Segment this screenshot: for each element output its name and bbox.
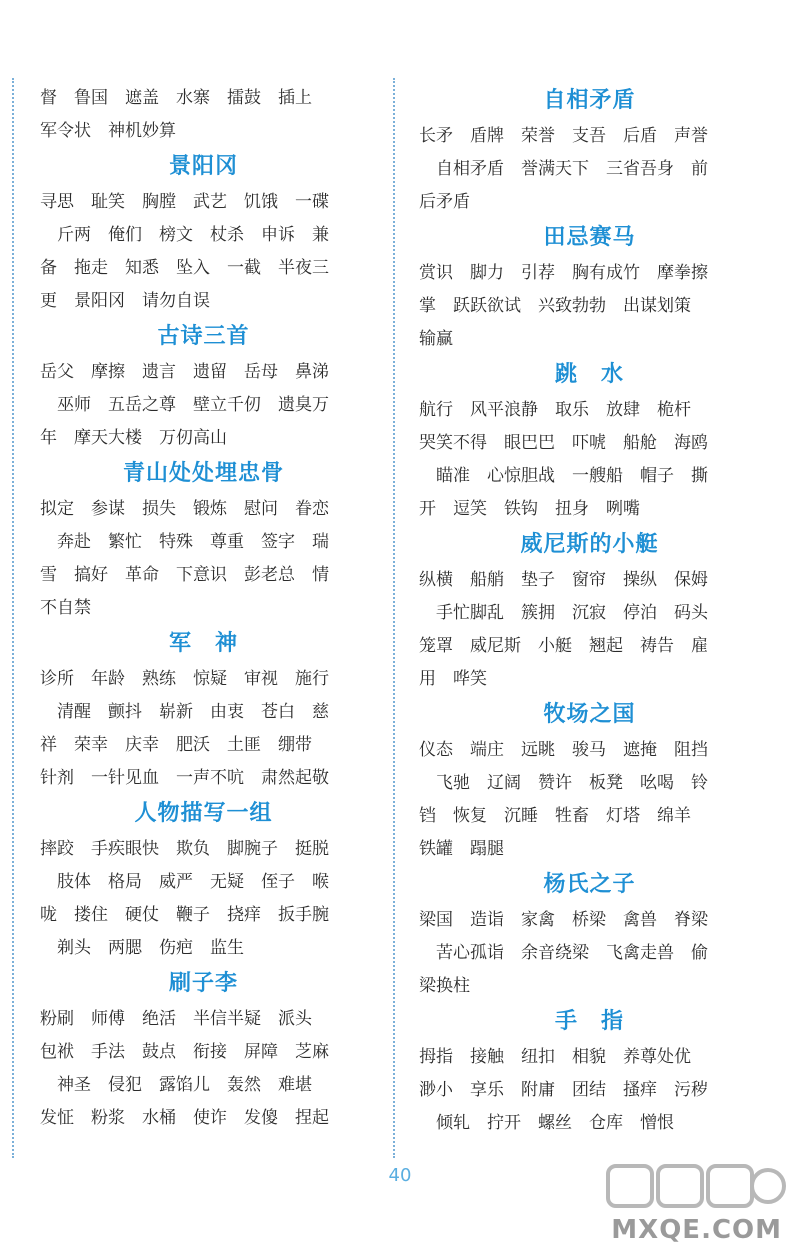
vocab-line: 长矛 盾牌 荣誉 支吾 后盾 声誉 <box>419 126 708 146</box>
vocab-line: 诊所 年龄 熟练 惊疑 审视 施行 <box>40 669 329 689</box>
section-title: 古诗三首 <box>157 324 250 349</box>
left-column <box>12 78 395 1158</box>
section-title: 景阳冈 <box>168 154 238 179</box>
vocab-line: 输赢 <box>419 329 453 349</box>
vocab-line: 不自禁 <box>40 598 91 618</box>
vocab-line: 针剂 一针见血 一声不吭 肃然起敬 <box>40 768 329 788</box>
vocab-line: 航行 风平浪静 取乐 放肆 桅杆 <box>419 400 691 420</box>
vocab-line: 飞驰 辽阔 赞许 板凳 吆喝 铃 <box>419 773 708 793</box>
vocab-line: 铁罐 蹋腿 <box>419 839 504 859</box>
vocab-line: 更 景阳冈 请勿自误 <box>40 291 210 311</box>
vocab-line: 苦心孤诣 余音绕梁 飞禽走兽 偷 <box>419 943 708 963</box>
vocab-line: 咙 搂住 硬仗 鞭子 挠痒 扳手腕 <box>40 905 329 925</box>
vocab-line: 纵横 船艄 垫子 窗帘 操纵 保姆 <box>419 570 708 590</box>
section-title: 杨氏之子 <box>543 872 636 897</box>
vocab-line: 哭笑不得 眼巴巴 吓唬 船舱 海鸥 <box>419 433 708 453</box>
section-title: 威尼斯的小艇 <box>520 532 659 557</box>
vocab-line: 肢体 格局 威严 无疑 侄子 喉 <box>40 872 329 892</box>
vocab-line: 手忙脚乱 簇拥 沉寂 停泊 码头 <box>419 603 708 623</box>
vocab-line: 铛 恢复 沉睡 牲畜 灯塔 绵羊 <box>419 806 691 826</box>
vocab-line: 拟定 参谋 损失 锻炼 慰问 眷恋 <box>40 499 329 519</box>
vocab-line: 神圣 侵犯 露馅儿 轰然 难堪 <box>40 1075 312 1095</box>
section-title: 军 神 <box>168 631 238 656</box>
section-title: 自相矛盾 <box>543 88 636 113</box>
vocab-line: 剃头 两腮 伤疤 监生 <box>40 938 244 958</box>
vocab-line: 发怔 粉浆 水桶 使诈 发傻 捏起 <box>40 1108 329 1128</box>
vocab-line: 祥 荣幸 庆幸 肥沃 土匪 绷带 <box>40 735 312 755</box>
section-title: 人物描写一组 <box>134 801 273 826</box>
vocab-line: 渺小 享乐 附庸 团结 搔痒 污秽 <box>419 1080 708 1100</box>
vocab-line: 摔跤 手疾眼快 欺负 脚腕子 挺脱 <box>40 839 329 859</box>
vocab-line: 包袱 手法 鼓点 衔接 屏障 芝麻 <box>40 1042 329 1062</box>
vocab-line: 梁国 造诣 家禽 桥梁 禽兽 脊梁 <box>419 910 708 930</box>
vocab-line: 仪态 端庄 远眺 骏马 遮掩 阻挡 <box>419 740 708 760</box>
vocab-line: 清醒 颤抖 崭新 由衷 苍白 慈 <box>40 702 329 722</box>
vocab-line: 掌 跃跃欲试 兴致勃勃 出谋划策 <box>419 296 691 316</box>
vocab-line: 督 鲁国 遮盖 水寨 擂鼓 插上 <box>40 88 312 108</box>
vocab-line: 年 摩天大楼 万仞高山 <box>40 428 227 448</box>
section-title: 刷子李 <box>168 971 238 996</box>
vocab-line: 巫师 五岳之尊 壁立千仞 遗臭万 <box>40 395 329 415</box>
vocab-line: 寻思 耻笑 胸膛 武艺 饥饿 一碟 <box>40 192 329 212</box>
vocab-line: 备 拖走 知悉 坠入 一截 半夜三 <box>40 258 329 278</box>
vocab-line: 雪 搞好 革命 下意识 彭老总 情 <box>40 565 329 585</box>
vocab-line: 赏识 脚力 引荐 胸有成竹 摩拳擦 <box>419 263 708 283</box>
section-title: 手 指 <box>554 1009 624 1034</box>
right-column <box>397 78 780 1140</box>
section-title: 牧场之国 <box>543 702 636 727</box>
vocab-line: 瞄准 心惊胆战 一艘船 帽子 撕 <box>419 466 708 486</box>
vocab-line: 粉刷 师傅 绝活 半信半疑 派头 <box>40 1009 312 1029</box>
watermark-text: MXQE.COM <box>611 1215 782 1245</box>
vocab-line: 军令状 神机妙算 <box>40 121 176 141</box>
section-title: 青山处处埋忠骨 <box>122 461 284 486</box>
vocab-line: 倾轧 拧开 螺丝 仓库 憎恨 <box>419 1113 674 1133</box>
vocab-line: 笼罩 威尼斯 小艇 翘起 祷告 雇 <box>419 636 708 656</box>
vocab-line: 后矛盾 <box>419 192 470 212</box>
vocab-line: 用 哗笑 <box>419 669 487 689</box>
vocab-line: 岳父 摩擦 遗言 遗留 岳母 鼻涕 <box>40 362 329 382</box>
section-title: 跳 水 <box>554 362 624 387</box>
vocab-line: 斤两 俺们 榜文 杖杀 申诉 兼 <box>40 225 329 245</box>
section-title: 田忌赛马 <box>543 225 636 250</box>
vocab-line: 奔赴 繁忙 特殊 尊重 签字 瑞 <box>40 532 329 552</box>
page-number: 40 <box>388 1165 412 1186</box>
vocab-line: 自相矛盾 誉满天下 三省吾身 前 <box>419 159 708 179</box>
vocab-line: 开 逗笑 铁钩 扭身 咧嘴 <box>419 499 640 519</box>
vocab-line: 拇指 接触 纽扣 相貌 养尊处优 <box>419 1047 691 1067</box>
vocab-line: 梁换柱 <box>419 976 470 996</box>
